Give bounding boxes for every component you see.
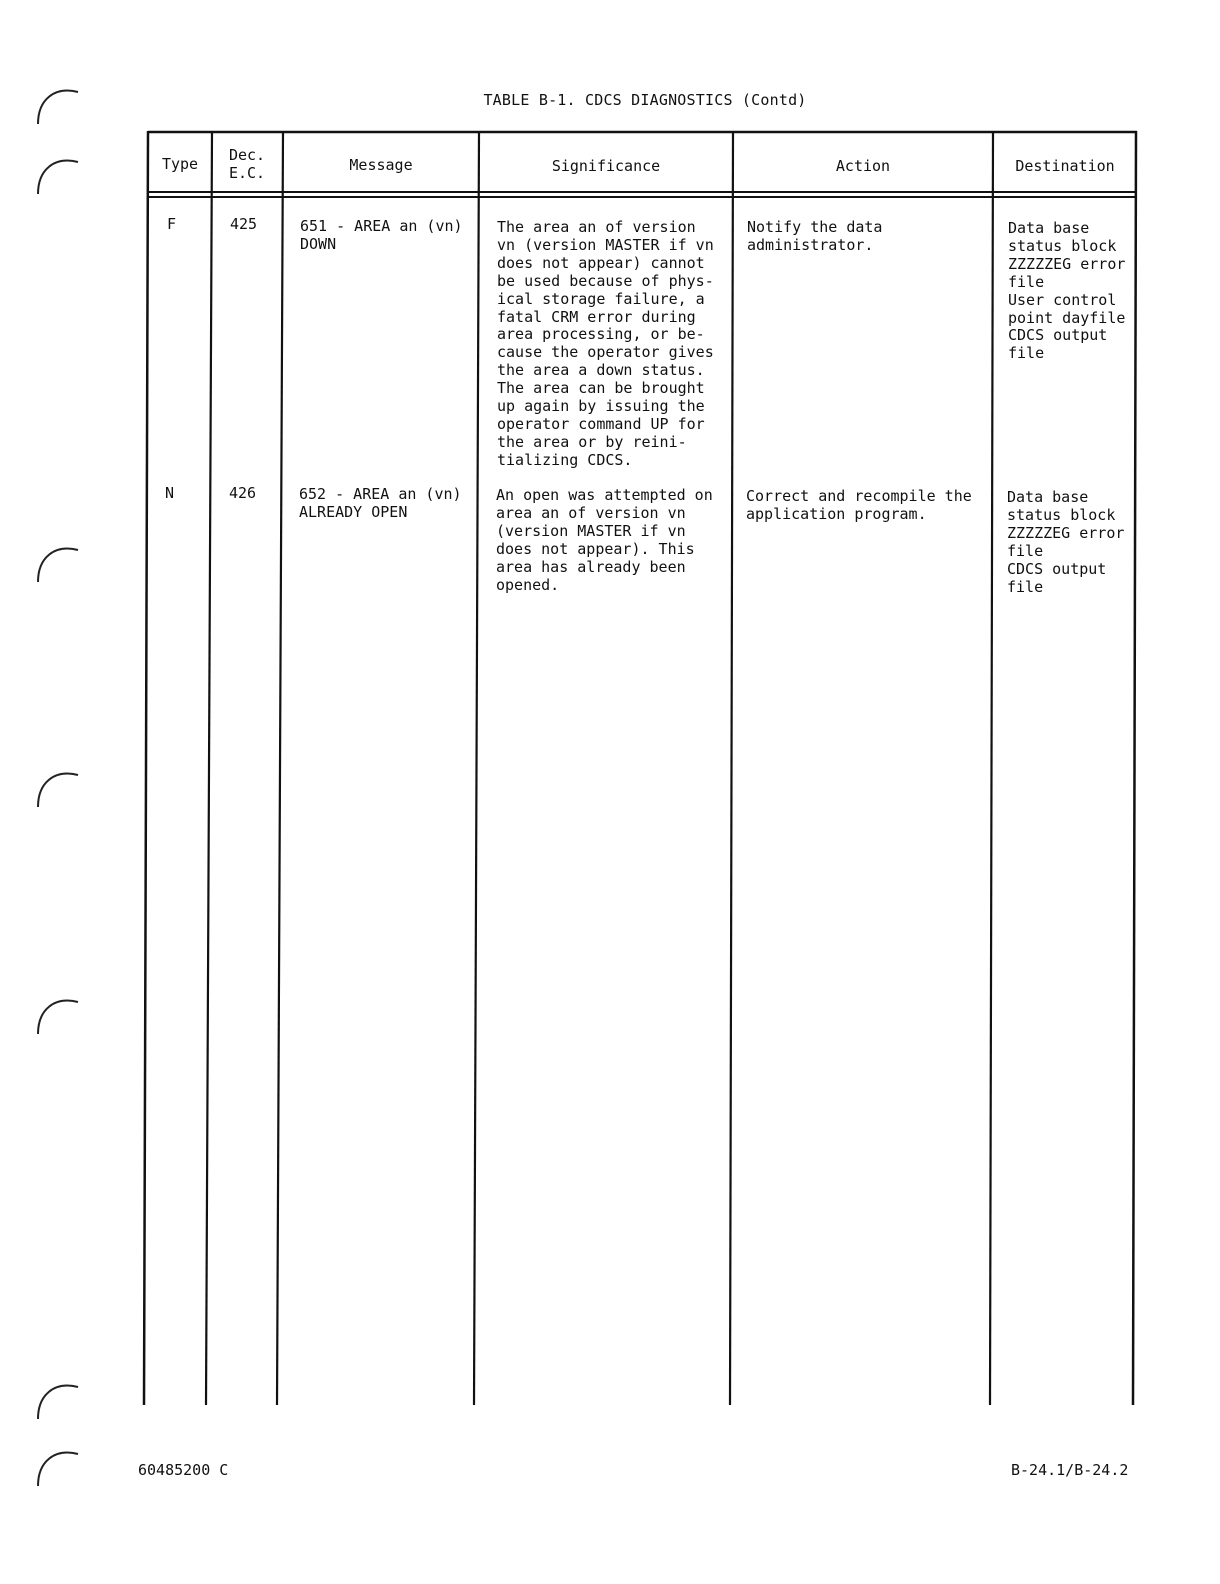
punch-hole-mark bbox=[34, 80, 82, 130]
row2-type: N bbox=[165, 484, 175, 502]
table-title: TABLE B-1. CDCS DIAGNOSTICS (Contd) bbox=[483, 91, 807, 109]
punch-hole-mark bbox=[34, 1375, 82, 1425]
header-dec-ec: Dec. E.C. bbox=[228, 146, 266, 182]
header-destination: Destination bbox=[1015, 157, 1115, 175]
row2-dec-ec: 426 bbox=[229, 484, 257, 502]
row1-dec-ec: 425 bbox=[230, 215, 258, 233]
punch-hole-mark bbox=[34, 150, 82, 200]
document-number: 60485200 C bbox=[138, 1461, 229, 1479]
punch-hole-mark bbox=[34, 1442, 82, 1492]
punch-hole-mark bbox=[34, 538, 82, 588]
row2-destination: Data base status block ZZZZZEG error file CDCS output file bbox=[1007, 488, 1125, 596]
row1-significance: The area an of version vn (version MASTER if vn does not appear) cannot be used because of phys- ical storage failure, a fatal CRM error during area processing, or be- cause the operator gives the area a down status. The area can be brought up again by issuing the operator command UP for the area or by reini- tializing CDCS. bbox=[497, 218, 714, 469]
row1-action: Notify the data administrator. bbox=[747, 218, 883, 254]
row1-type: F bbox=[167, 215, 177, 233]
header-type: Type bbox=[161, 155, 199, 173]
row1-message: 651 - AREA an (vn) DOWN bbox=[300, 217, 463, 253]
punch-hole-mark bbox=[34, 990, 82, 1040]
row2-significance: An open was attempted on area an of version vn (version MASTER if vn does not appear). This area has already been opened. bbox=[496, 486, 713, 594]
row2-message: 652 - AREA an (vn) ALREADY OPEN bbox=[299, 485, 462, 521]
header-significance: Significance bbox=[551, 157, 661, 175]
row2-action: Correct and recompile the application program. bbox=[746, 487, 972, 523]
header-action: Action bbox=[835, 157, 891, 175]
header-message: Message bbox=[349, 156, 413, 174]
page-number: B-24.1/B-24.2 bbox=[1011, 1461, 1129, 1479]
row1-destination: Data base status block ZZZZZEG error file User control point dayfile CDCS output file bbox=[1008, 219, 1126, 363]
punch-hole-mark bbox=[34, 763, 82, 813]
